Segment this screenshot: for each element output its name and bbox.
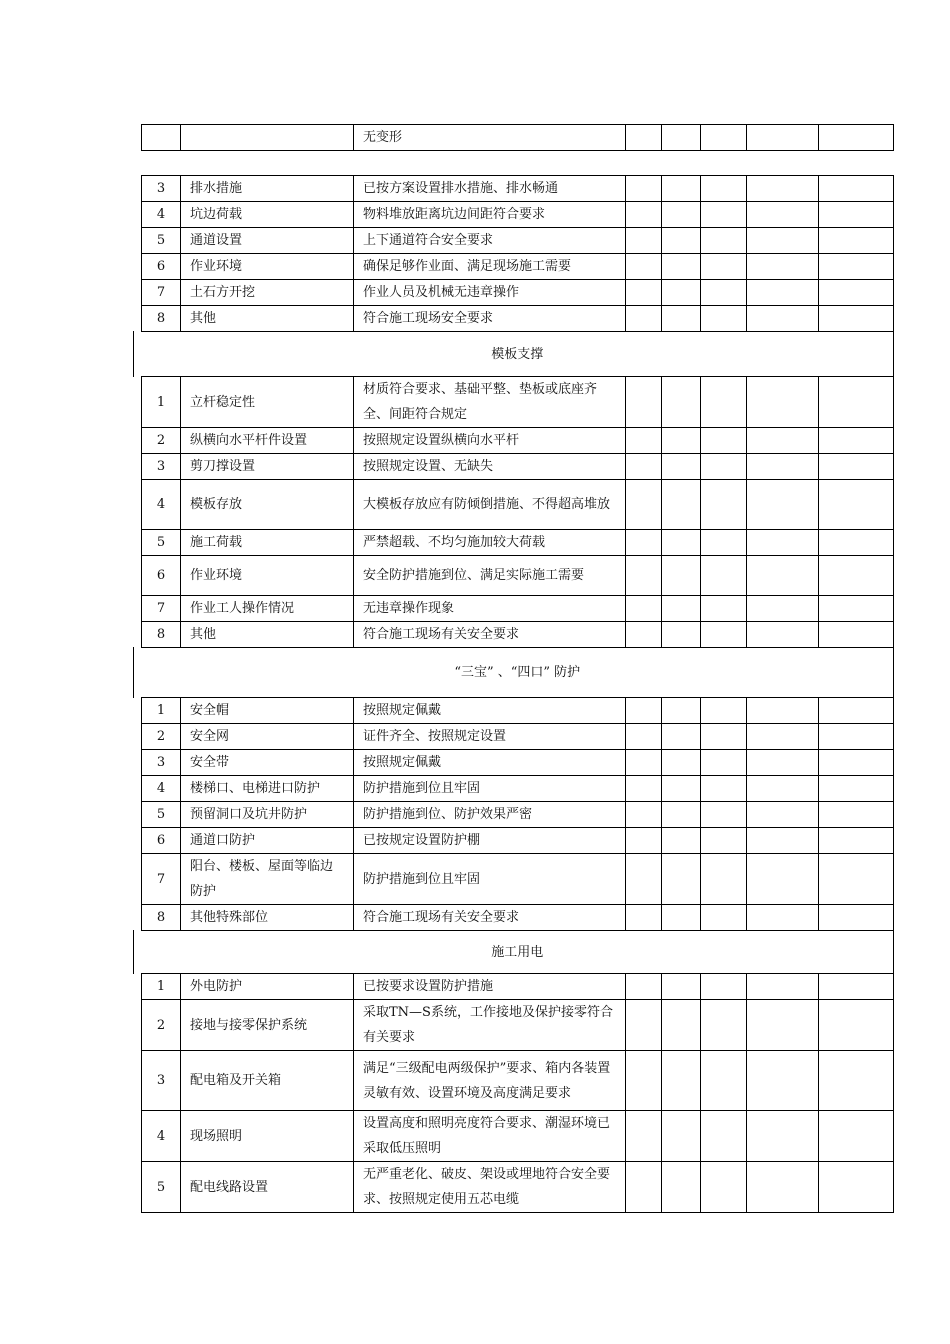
check-cell (701, 1162, 747, 1213)
inspection-item: 立杆稳定性 (181, 377, 354, 428)
table-row (142, 1000, 894, 1051)
table-row (142, 828, 894, 854)
row-number: 8 (142, 306, 181, 332)
inspection-item: 阳台、楼板、屋面等临边防护 (181, 854, 354, 905)
inspection-requirement: 严禁超载、不均匀施加较大荷载 (354, 530, 626, 556)
inspection-item: 通道口防护 (181, 828, 354, 854)
inspection-requirement: 作业人员及机械无违章操作 (354, 280, 626, 306)
inspection-item: 其他特殊部位 (181, 905, 354, 931)
inspection-item (181, 125, 354, 151)
check-cell (662, 428, 701, 454)
row-number: 2 (142, 1000, 181, 1051)
inspection-item: 安全带 (181, 750, 354, 776)
check-cell (662, 377, 701, 428)
check-cell (662, 480, 701, 530)
table-row (142, 480, 894, 530)
row-number: 2 (142, 724, 181, 750)
row-number: 1 (142, 974, 181, 1000)
inspection-requirement: 物料堆放距离坑边间距符合要求 (354, 202, 626, 228)
check-cell (819, 454, 894, 480)
check-cell (747, 596, 819, 622)
check-cell (819, 1000, 894, 1051)
check-cell (701, 802, 747, 828)
check-cell (626, 254, 662, 280)
check-cell (701, 228, 747, 254)
check-cell (747, 1000, 819, 1051)
check-cell (626, 428, 662, 454)
check-cell (662, 202, 701, 228)
inspection-requirement: 防护措施到位、防护效果严密 (354, 802, 626, 828)
inspection-item: 现场照明 (181, 1111, 354, 1162)
inspection-item: 配电线路设置 (181, 1162, 354, 1213)
row-number: 5 (142, 1162, 181, 1213)
inspection-item: 模板存放 (181, 480, 354, 530)
check-cell (662, 905, 701, 931)
table-row (142, 905, 894, 931)
inspection-requirement: 符合施工现场有关安全要求 (354, 905, 626, 931)
check-cell (626, 1000, 662, 1051)
table-row (142, 1162, 894, 1213)
inspection-item: 纵横向水平杆件设置 (181, 428, 354, 454)
table-row (142, 176, 894, 202)
inspection-requirement: 按照规定佩戴 (354, 750, 626, 776)
check-cell (662, 556, 701, 596)
inspection-requirement: 防护措施到位且牢固 (354, 776, 626, 802)
check-cell (626, 306, 662, 332)
check-cell (626, 228, 662, 254)
check-cell (747, 176, 819, 202)
check-cell (819, 280, 894, 306)
table-row (142, 1051, 894, 1111)
check-cell (747, 828, 819, 854)
inspection-item: 安全帽 (181, 698, 354, 724)
check-cell (701, 125, 747, 151)
row-number: 1 (142, 377, 181, 428)
inspection-item: 坑边荷载 (181, 202, 354, 228)
table-row (142, 428, 894, 454)
inspection-item: 土石方开挖 (181, 280, 354, 306)
table-row (142, 454, 894, 480)
inspection-item: 作业环境 (181, 556, 354, 596)
inspection-requirement: 符合施工现场安全要求 (354, 306, 626, 332)
check-cell (701, 454, 747, 480)
check-cell (626, 854, 662, 905)
row-number: 4 (142, 202, 181, 228)
inspection-requirement: 无变形 (354, 125, 626, 151)
check-cell (701, 280, 747, 306)
check-cell (701, 596, 747, 622)
check-cell (626, 125, 662, 151)
inspection-requirement: 证件齐全、按照规定设置 (354, 724, 626, 750)
table-row (142, 596, 894, 622)
check-cell (626, 454, 662, 480)
section-header-row (142, 931, 894, 974)
row-number: 1 (142, 698, 181, 724)
check-cell (747, 428, 819, 454)
check-cell (662, 1162, 701, 1213)
check-cell (747, 854, 819, 905)
check-cell (819, 974, 894, 1000)
check-cell (819, 228, 894, 254)
check-cell (662, 1000, 701, 1051)
check-cell (747, 905, 819, 931)
check-cell (662, 530, 701, 556)
check-cell (701, 480, 747, 530)
row-number: 6 (142, 556, 181, 596)
check-cell (626, 530, 662, 556)
check-cell (662, 125, 701, 151)
row-number: 5 (142, 228, 181, 254)
check-cell (819, 750, 894, 776)
check-cell (701, 750, 747, 776)
inspection-item: 配电箱及开关箱 (181, 1051, 354, 1111)
check-cell (662, 974, 701, 1000)
row-number: 4 (142, 776, 181, 802)
check-cell (701, 974, 747, 1000)
row-number: 7 (142, 596, 181, 622)
table-row (142, 698, 894, 724)
row-number: 7 (142, 854, 181, 905)
check-cell (662, 698, 701, 724)
check-cell (819, 1111, 894, 1162)
inspection-requirement: 材质符合要求、基础平整、垫板或底座齐全、间距符合规定 (354, 377, 626, 428)
table-row (142, 854, 894, 905)
check-cell (747, 776, 819, 802)
check-cell (662, 176, 701, 202)
check-cell (747, 454, 819, 480)
check-cell (747, 125, 819, 151)
check-cell (626, 176, 662, 202)
inspection-requirement: 按照规定设置纵横向水平杆 (354, 428, 626, 454)
check-cell (747, 202, 819, 228)
inspection-item: 剪刀撑设置 (181, 454, 354, 480)
check-cell (626, 1111, 662, 1162)
check-cell (819, 698, 894, 724)
check-cell (662, 228, 701, 254)
row-number: 3 (142, 750, 181, 776)
check-cell (819, 905, 894, 931)
check-cell (662, 306, 701, 332)
check-cell (626, 828, 662, 854)
inspection-requirement: 采取TN—S系统，工作接地及保护接零符合有关要求 (354, 1000, 626, 1051)
row-number: 4 (142, 1111, 181, 1162)
check-cell (626, 802, 662, 828)
check-cell (626, 974, 662, 1000)
check-cell (626, 1162, 662, 1213)
check-cell (626, 596, 662, 622)
check-cell (819, 622, 894, 648)
check-cell (819, 530, 894, 556)
check-cell (747, 750, 819, 776)
check-cell (662, 280, 701, 306)
check-cell (662, 750, 701, 776)
table-row (142, 228, 894, 254)
inspection-item: 施工荷载 (181, 530, 354, 556)
row-number: 4 (142, 480, 181, 530)
check-cell (819, 724, 894, 750)
check-cell (747, 1111, 819, 1162)
row-number: 3 (142, 176, 181, 202)
row-number: 3 (142, 454, 181, 480)
row-number: 3 (142, 1051, 181, 1111)
check-cell (819, 596, 894, 622)
inspection-requirement: 大模板存放应有防倾倒措施、不得超高堆放 (354, 480, 626, 530)
check-cell (662, 622, 701, 648)
section-left-border (133, 331, 134, 377)
inspection-item: 排水措施 (181, 176, 354, 202)
check-cell (662, 776, 701, 802)
check-cell (819, 377, 894, 428)
inspection-requirement: 无违章操作现象 (354, 596, 626, 622)
check-cell (701, 202, 747, 228)
section-title: 模板支撑 (142, 332, 894, 377)
check-cell (747, 1051, 819, 1111)
inspection-requirement: 上下通道符合安全要求 (354, 228, 626, 254)
check-cell (701, 1000, 747, 1051)
check-cell (662, 1111, 701, 1162)
table-row (142, 622, 894, 648)
check-cell (662, 454, 701, 480)
table-row (142, 776, 894, 802)
check-cell (747, 974, 819, 1000)
inspection-item: 作业工人操作情况 (181, 596, 354, 622)
check-cell (701, 622, 747, 648)
check-cell (662, 828, 701, 854)
inspection-requirement: 安全防护措施到位、满足实际施工需要 (354, 556, 626, 596)
check-cell (819, 254, 894, 280)
check-cell (662, 1051, 701, 1111)
checklist-table-main (141, 175, 894, 1213)
check-cell (662, 596, 701, 622)
check-cell (747, 530, 819, 556)
check-cell (662, 854, 701, 905)
section-header-row (142, 332, 894, 377)
check-cell (819, 1162, 894, 1213)
check-cell (701, 556, 747, 596)
check-cell (701, 254, 747, 280)
check-cell (747, 306, 819, 332)
inspection-item: 作业环境 (181, 254, 354, 280)
section-header-row (142, 648, 894, 698)
check-cell (626, 202, 662, 228)
check-cell (819, 854, 894, 905)
inspection-item: 预留洞口及坑井防护 (181, 802, 354, 828)
check-cell (701, 530, 747, 556)
inspection-item: 外电防护 (181, 974, 354, 1000)
table-row (142, 724, 894, 750)
check-cell (747, 280, 819, 306)
table-row (142, 306, 894, 332)
inspection-requirement: 防护措施到位且牢固 (354, 854, 626, 905)
row-number (142, 125, 181, 151)
check-cell (626, 1051, 662, 1111)
row-number: 6 (142, 828, 181, 854)
check-cell (747, 622, 819, 648)
table-row (142, 125, 894, 151)
check-cell (701, 828, 747, 854)
table-row (142, 530, 894, 556)
check-cell (819, 556, 894, 596)
check-cell (747, 724, 819, 750)
check-cell (701, 377, 747, 428)
check-cell (747, 1162, 819, 1213)
check-cell (626, 905, 662, 931)
inspection-requirement: 按照规定设置、无缺失 (354, 454, 626, 480)
table-row (142, 202, 894, 228)
inspection-item: 其他 (181, 306, 354, 332)
check-cell (662, 254, 701, 280)
inspection-requirement: 设置高度和照明亮度符合要求、潮湿环境已采取低压照明 (354, 1111, 626, 1162)
check-cell (747, 698, 819, 724)
table-row (142, 1111, 894, 1162)
check-cell (819, 428, 894, 454)
row-number: 8 (142, 905, 181, 931)
check-cell (819, 176, 894, 202)
section-title: 施工用电 (142, 931, 894, 974)
check-cell (701, 854, 747, 905)
check-cell (662, 724, 701, 750)
check-cell (662, 802, 701, 828)
check-cell (701, 306, 747, 332)
check-cell (819, 776, 894, 802)
inspection-requirement: 已按规定设置防护棚 (354, 828, 626, 854)
check-cell (701, 176, 747, 202)
section-title: “三宝” 、“四口” 防护 (142, 648, 894, 698)
inspection-requirement: 已按方案设置排水措施、排水畅通 (354, 176, 626, 202)
check-cell (701, 905, 747, 931)
check-cell (819, 1051, 894, 1111)
check-cell (701, 724, 747, 750)
table-row (142, 254, 894, 280)
table-row (142, 802, 894, 828)
check-cell (819, 125, 894, 151)
inspection-requirement: 无严重老化、破皮、架设或埋地符合安全要求、按照规定使用五芯电缆 (354, 1162, 626, 1213)
check-cell (626, 377, 662, 428)
check-cell (747, 228, 819, 254)
check-cell (701, 698, 747, 724)
row-number: 7 (142, 280, 181, 306)
table-row (142, 750, 894, 776)
row-number: 5 (142, 530, 181, 556)
inspection-item: 楼梯口、电梯进口防护 (181, 776, 354, 802)
inspection-requirement: 符合施工现场有关安全要求 (354, 622, 626, 648)
check-cell (819, 828, 894, 854)
check-cell (819, 480, 894, 530)
inspection-requirement: 已按要求设置防护措施 (354, 974, 626, 1000)
inspection-item: 其他 (181, 622, 354, 648)
check-cell (626, 556, 662, 596)
row-number: 8 (142, 622, 181, 648)
row-number: 2 (142, 428, 181, 454)
check-cell (747, 377, 819, 428)
row-number: 6 (142, 254, 181, 280)
inspection-requirement: 按照规定佩戴 (354, 698, 626, 724)
check-cell (701, 1051, 747, 1111)
check-cell (747, 556, 819, 596)
table-row (142, 377, 894, 428)
inspection-item: 接地与接零保护系统 (181, 1000, 354, 1051)
table-row (142, 974, 894, 1000)
check-cell (747, 480, 819, 530)
check-cell (626, 724, 662, 750)
row-number: 5 (142, 802, 181, 828)
section-left-border (133, 647, 134, 698)
check-cell (626, 750, 662, 776)
inspection-item: 通道设置 (181, 228, 354, 254)
table-row (142, 280, 894, 306)
checklist-table-top (141, 124, 894, 151)
check-cell (701, 428, 747, 454)
check-cell (747, 254, 819, 280)
inspection-item: 安全网 (181, 724, 354, 750)
table-row (142, 556, 894, 596)
check-cell (626, 622, 662, 648)
check-cell (701, 776, 747, 802)
check-cell (819, 802, 894, 828)
check-cell (626, 776, 662, 802)
check-cell (747, 802, 819, 828)
check-cell (819, 202, 894, 228)
section-left-border (133, 930, 134, 974)
check-cell (626, 698, 662, 724)
inspection-requirement: 满足“三级配电两级保护”要求、箱内各装置灵敏有效、设置环境及高度满足要求 (354, 1051, 626, 1111)
check-cell (819, 306, 894, 332)
check-cell (701, 1111, 747, 1162)
inspection-requirement: 确保足够作业面、满足现场施工需要 (354, 254, 626, 280)
check-cell (626, 480, 662, 530)
check-cell (626, 280, 662, 306)
